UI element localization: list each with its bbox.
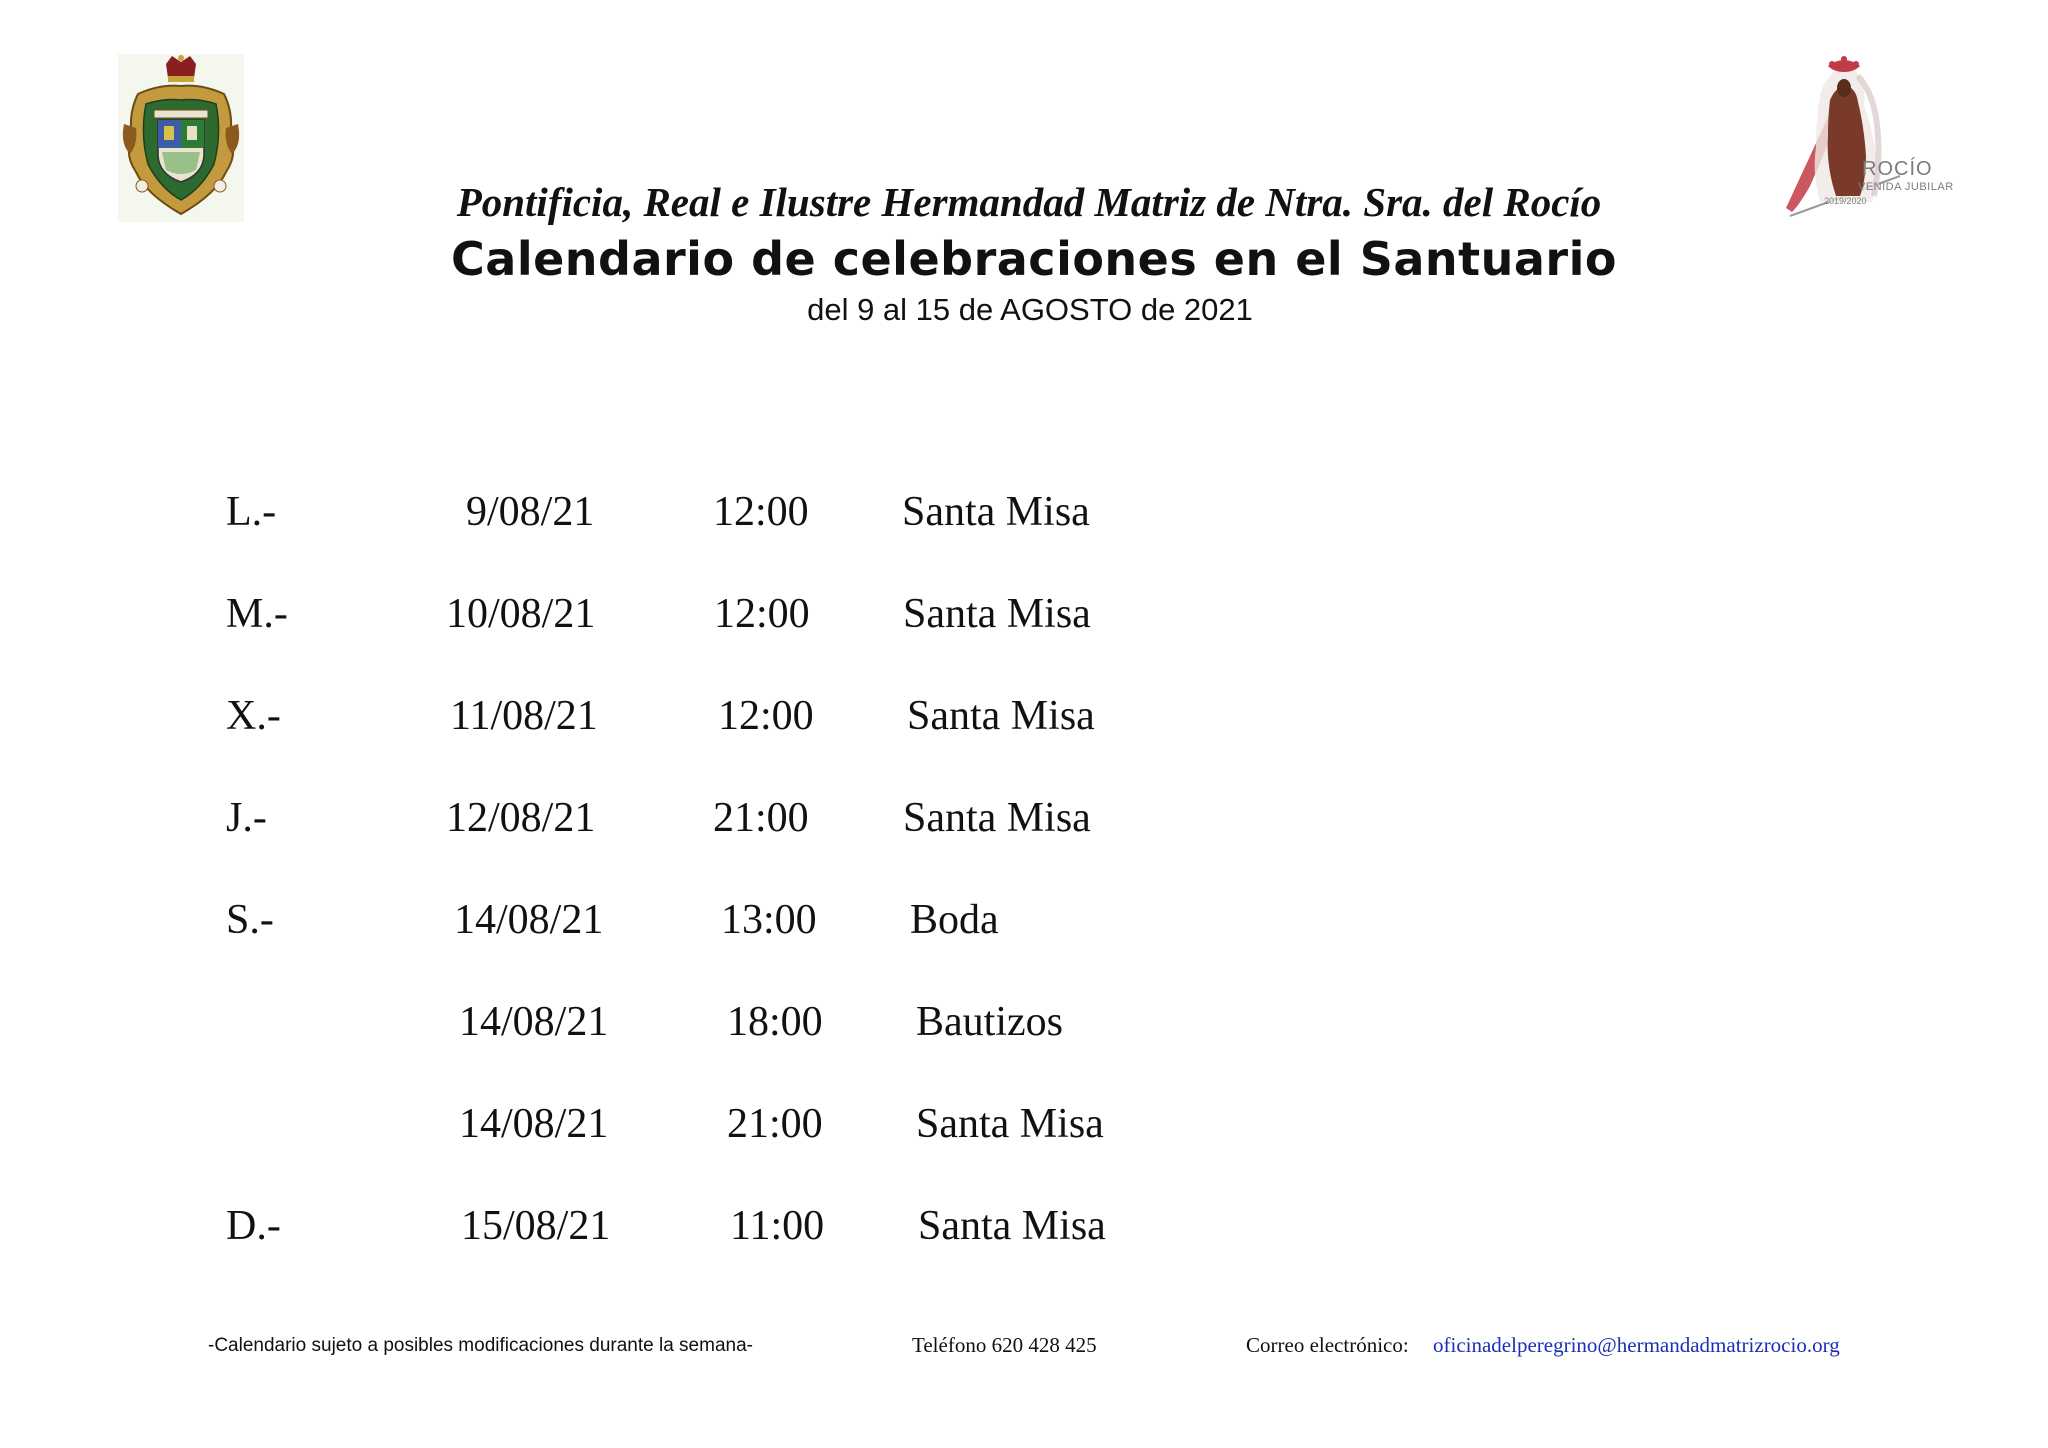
time-cell: 21:00 — [713, 795, 809, 841]
logo-rocio-text: ROCÍO — [1862, 158, 1933, 180]
time-cell: 12:00 — [713, 489, 809, 535]
day-label: S.- — [226, 897, 274, 943]
date-cell: 12/08/21 — [446, 795, 596, 841]
time-cell: 21:00 — [727, 1101, 823, 1147]
date-cell: 11/08/21 — [450, 693, 598, 739]
day-label: J.- — [226, 795, 267, 841]
day-label: X.- — [226, 693, 281, 739]
time-cell: 12:00 — [714, 591, 810, 637]
time-cell: 12:00 — [718, 693, 814, 739]
event-cell: Santa Misa — [907, 693, 1095, 739]
event-cell: Santa Misa — [902, 489, 1090, 535]
page-title: Calendario de celebraciones en el Santuario — [451, 232, 1617, 286]
organization-title: Pontificia, Real e Ilustre Hermandad Matriz de Ntra. Sra. del Rocío — [456, 179, 1602, 225]
footer-disclaimer: -Calendario sujeto a posibles modificaciones durante la semana- — [208, 1335, 753, 1356]
footer-phone: Teléfono 620 428 425 — [912, 1333, 1097, 1357]
event-cell: Santa Misa — [903, 795, 1091, 841]
day-label: D.- — [226, 1203, 281, 1249]
day-label: L.- — [226, 489, 277, 535]
date-cell: 14/08/21 — [459, 1101, 609, 1147]
time-cell: 18:00 — [727, 999, 823, 1045]
date-range-subtitle: del 9 al 15 de AGOSTO de 2021 — [807, 292, 1253, 327]
time-cell: 11:00 — [730, 1203, 825, 1249]
day-label: M.- — [226, 591, 288, 637]
time-cell: 13:00 — [721, 897, 817, 943]
event-cell: Bautizos — [916, 999, 1063, 1045]
event-cell: Santa Misa — [916, 1101, 1104, 1147]
event-cell: Santa Misa — [903, 591, 1091, 637]
event-cell: Santa Misa — [918, 1203, 1106, 1249]
date-cell: 9/08/21 — [466, 489, 595, 535]
event-cell: Boda — [910, 897, 999, 943]
date-cell: 14/08/21 — [459, 999, 609, 1045]
footer-email-label: Correo electrónico: — [1246, 1333, 1409, 1357]
date-cell: 14/08/21 — [454, 897, 604, 943]
date-cell: 15/08/21 — [461, 1203, 611, 1249]
logo-venida-jubilar-text: VENIDA JUBILAR — [1858, 181, 1954, 193]
date-cell: 10/08/21 — [446, 591, 596, 637]
logo-years-text: 2019/2020 — [1824, 196, 1867, 206]
footer-email-link[interactable]: oficinadelperegrino@hermandadmatrizrocio.org — [1433, 1333, 1840, 1357]
